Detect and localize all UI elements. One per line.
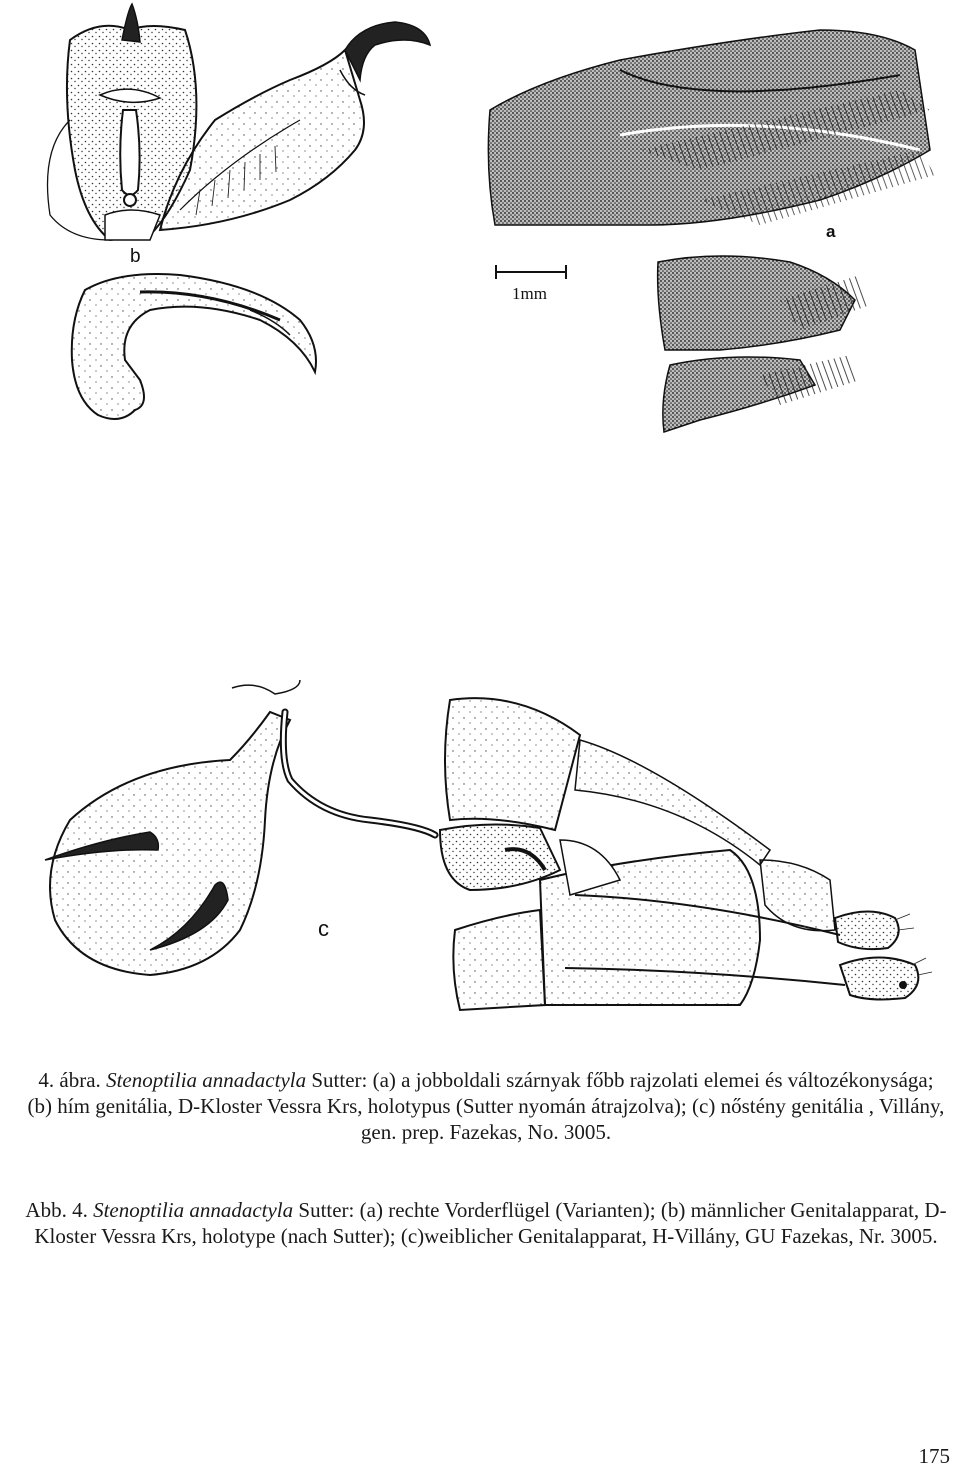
caption-de-species: Stenoptilia annadactyla [93, 1198, 294, 1222]
page-number: 175 [918, 1444, 950, 1468]
scale-bar [496, 265, 566, 279]
panel-label-c: c [318, 916, 329, 941]
panel-label-a: a [826, 222, 836, 241]
caption-hu-text: Sutter: (a) a jobboldali szárnyak főbb rajzolati elemei és változékonysága; (b) hím genitália, D-Kloster Vessra Krs, holotypus (Sutter nyomán átrajzolva); (c) nőstény genitália , Villány, gen. prep. Fazekas, No. 3005. [27, 1068, 945, 1144]
caption-de-text: Sutter: (a) rechte Vorderflügel (Varianten); (b) männlicher Genitalapparat, D-Kloster Vessra Krs, holotype (nach Sutter); (c)weiblicher Genitalapparat, H-Villány, GU Fazekas, Nr. 3005. [34, 1198, 947, 1248]
caption-hungarian [24, 1067, 948, 1145]
male-genitalia-drawing [48, 4, 431, 419]
caption-de-number: Abb. 4. [25, 1198, 88, 1222]
female-genitalia-drawing [45, 680, 932, 1010]
caption-hu-species: Stenoptilia annadactyla [106, 1068, 307, 1092]
caption-german [24, 1197, 948, 1249]
panel-label-b: b [130, 246, 141, 267]
scale-bar-label: 1mm [512, 284, 547, 303]
caption-hu-number: 4. ábra. [38, 1068, 101, 1092]
forewing-drawings [488, 30, 935, 432]
